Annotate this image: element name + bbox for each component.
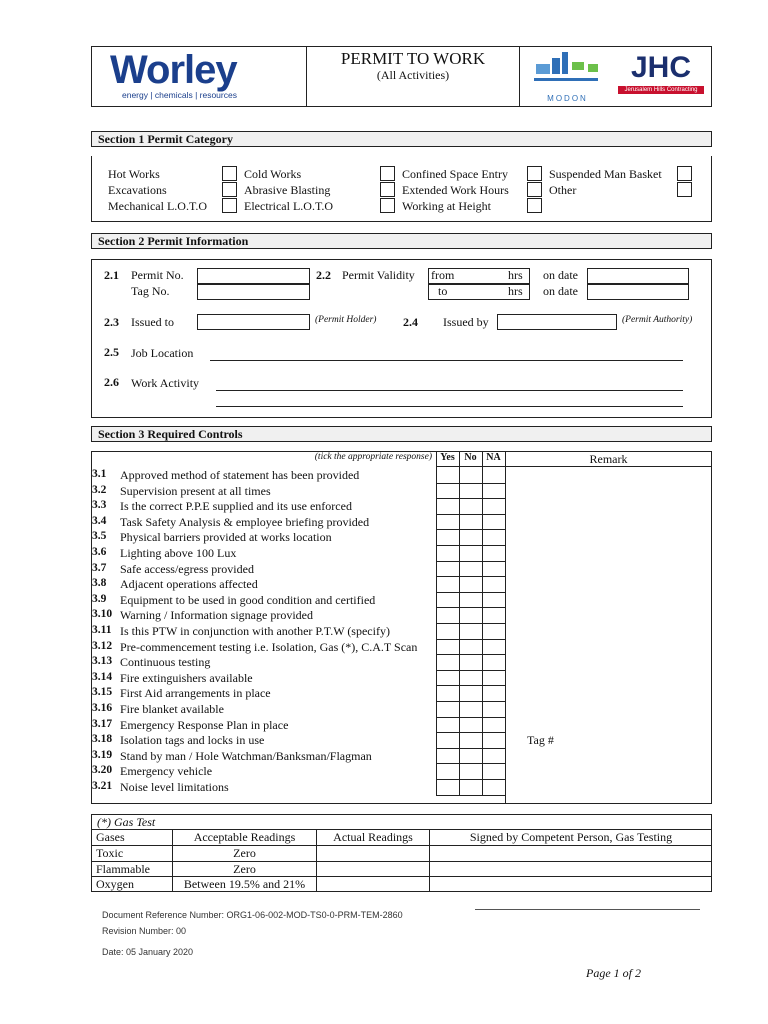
checkbox-electrical-loto[interactable] bbox=[380, 198, 395, 213]
modon-logo-text: MODON bbox=[547, 94, 588, 103]
category-working-at-height: Working at Height bbox=[402, 199, 492, 213]
control-tick-no[interactable] bbox=[460, 483, 482, 498]
category-confined-space: Confined Space Entry bbox=[402, 167, 508, 181]
gas-row-toxic-reading: Zero bbox=[233, 846, 256, 860]
section1-col3 bbox=[402, 166, 509, 214]
control-tick-no[interactable] bbox=[460, 624, 482, 639]
control-tick-no[interactable] bbox=[460, 499, 482, 514]
checkbox-hot-works[interactable] bbox=[222, 166, 237, 181]
control-label: Adjacent operations affected bbox=[120, 577, 258, 592]
control-number: 3.7 bbox=[92, 561, 107, 574]
control-tick-na[interactable] bbox=[483, 670, 505, 685]
work-activity-label: Work Activity bbox=[131, 376, 200, 390]
on-date-label-1: on date bbox=[543, 268, 578, 282]
modon-logo-icon bbox=[530, 50, 605, 90]
control-tick-no[interactable] bbox=[460, 686, 482, 701]
issued-to-label: Issued to bbox=[131, 315, 174, 329]
control-tick-yes[interactable] bbox=[437, 670, 459, 685]
section1-title: Section 1 Permit Category bbox=[91, 131, 712, 147]
control-tick-na[interactable] bbox=[483, 561, 505, 576]
control-label: Is the correct P.P.E supplied and its use enforced bbox=[120, 499, 352, 514]
jhc-logo-tagline: Jerusalem Hills Contracting bbox=[618, 86, 704, 94]
checkbox-excavations[interactable] bbox=[222, 182, 237, 197]
gas-header-actual: Actual Readings bbox=[333, 830, 413, 844]
control-tick-no[interactable] bbox=[460, 608, 482, 623]
column-yes: Yes bbox=[440, 452, 455, 463]
footer-revision: Revision Number: 00 bbox=[102, 926, 187, 936]
on-date-field-1[interactable] bbox=[587, 268, 689, 284]
control-tick-no[interactable] bbox=[460, 468, 482, 483]
checkbox-other[interactable] bbox=[677, 182, 692, 197]
control-tick-na[interactable] bbox=[483, 764, 505, 779]
control-tick-yes[interactable] bbox=[437, 514, 459, 529]
column-na: NA bbox=[486, 452, 501, 463]
control-label: Task Safety Analysis & employee briefing provided bbox=[120, 514, 370, 529]
control-tick-no[interactable] bbox=[460, 561, 482, 576]
gas-header-signed: Signed by Competent Person, Gas Testing bbox=[469, 830, 673, 844]
control-tick-no[interactable] bbox=[460, 655, 482, 670]
permit-holder-note: (Permit Holder) bbox=[315, 315, 377, 325]
gas-row-oxygen: Oxygen bbox=[96, 877, 134, 891]
control-label: Noise level limitations bbox=[120, 780, 229, 794]
issued-by-field[interactable] bbox=[497, 314, 617, 330]
control-label: Safe access/egress provided bbox=[120, 561, 254, 576]
control-tick-yes[interactable] bbox=[437, 686, 459, 701]
control-number: 3.20 bbox=[92, 764, 113, 777]
control-tick-na[interactable] bbox=[483, 748, 505, 763]
control-number: 3.17 bbox=[92, 717, 113, 730]
control-label: Approved method of statement has been provided bbox=[120, 468, 360, 482]
control-tick-yes[interactable] bbox=[437, 748, 459, 763]
control-label: Supervision present at all times bbox=[120, 483, 271, 498]
section1-col1 bbox=[108, 166, 207, 214]
gas-row-oxygen-reading: Between 19.5% and 21% bbox=[183, 877, 306, 891]
control-tick-yes[interactable] bbox=[437, 717, 459, 732]
control-tick-no[interactable] bbox=[460, 577, 482, 592]
control-tick-yes[interactable] bbox=[437, 546, 459, 561]
control-number: 3.6 bbox=[92, 546, 107, 558]
section2-num-2-4: 2.4 bbox=[403, 315, 418, 329]
section2-title: Section 2 Permit Information bbox=[91, 233, 712, 249]
on-date-field-2[interactable] bbox=[587, 284, 689, 300]
control-tick-no[interactable] bbox=[460, 546, 482, 561]
footer-rule bbox=[475, 909, 700, 910]
category-extended-hours: Extended Work Hours bbox=[402, 183, 509, 197]
grid-row-line bbox=[436, 795, 506, 796]
control-tick-na[interactable] bbox=[483, 624, 505, 639]
gas-test-title: (*) Gas Test bbox=[97, 815, 156, 829]
checkbox-abrasive-blasting[interactable] bbox=[380, 182, 395, 197]
category-cold-works: Cold Works bbox=[244, 167, 302, 181]
category-excavations: Excavations bbox=[108, 183, 167, 197]
work-activity-line-2[interactable] bbox=[216, 406, 683, 407]
control-label: Isolation tags and locks in use bbox=[120, 733, 265, 748]
validity-from-label: from bbox=[431, 268, 455, 282]
control-label: Continuous testing bbox=[120, 655, 211, 670]
control-tick-yes[interactable] bbox=[437, 577, 459, 592]
control-tick-na[interactable] bbox=[483, 577, 505, 592]
control-tick-yes[interactable] bbox=[437, 764, 459, 779]
control-number: 3.11 bbox=[92, 624, 112, 636]
validity-hrs-2: hrs bbox=[508, 284, 523, 298]
checkbox-mechanical-loto[interactable] bbox=[222, 198, 237, 213]
category-suspended-basket: Suspended Man Basket bbox=[549, 167, 662, 181]
control-label: Emergency Response Plan in place bbox=[120, 717, 289, 732]
section1-col4 bbox=[549, 166, 662, 198]
column-remark: Remark bbox=[589, 452, 628, 466]
control-label: Is this PTW in conjunction with another P.T.W (specify) bbox=[120, 624, 390, 638]
control-number: 3.19 bbox=[92, 748, 113, 761]
control-tick-na[interactable] bbox=[483, 530, 505, 545]
control-label: Fire blanket available bbox=[120, 702, 224, 716]
control-tick-na[interactable] bbox=[483, 546, 505, 561]
section1-col2 bbox=[244, 166, 333, 214]
control-tick-no[interactable] bbox=[460, 717, 482, 732]
section2-num-2-3: 2.3 bbox=[104, 315, 119, 329]
control-tick-na[interactable] bbox=[483, 686, 505, 701]
control-tick-na[interactable] bbox=[483, 733, 505, 748]
control-number: 3.4 bbox=[92, 514, 107, 527]
permit-authority-note: (Permit Authority) bbox=[622, 315, 693, 325]
footer-doc-ref: Document Reference Number: ORG1-06-002-MOD-TS0-0-PRM-TEM-2860 bbox=[102, 910, 403, 920]
jhc-logo bbox=[618, 52, 704, 100]
tag-number-label: Tag # bbox=[527, 733, 554, 747]
validity-hrs-1: hrs bbox=[508, 268, 523, 282]
job-location-line[interactable] bbox=[210, 360, 683, 361]
control-number: 3.16 bbox=[92, 702, 113, 714]
job-location-label: Job Location bbox=[131, 346, 194, 360]
category-mechanical-loto: Mechanical L.O.T.O bbox=[108, 199, 208, 213]
tag-no-label: Tag No. bbox=[131, 284, 170, 298]
control-tick-na[interactable] bbox=[483, 717, 505, 732]
worley-logo-tagline: energy | chemicals | resources bbox=[122, 90, 237, 100]
control-number: 3.14 bbox=[92, 670, 113, 683]
control-tick-no[interactable] bbox=[460, 514, 482, 529]
control-tick-na[interactable] bbox=[483, 499, 505, 514]
control-tick-yes[interactable] bbox=[437, 499, 459, 514]
section3-title: Section 3 Required Controls bbox=[91, 426, 712, 442]
control-tick-na[interactable] bbox=[483, 780, 505, 795]
control-label: First Aid arrangements in place bbox=[120, 686, 271, 701]
control-tick-na[interactable] bbox=[483, 639, 505, 654]
issued-by-label: Issued by bbox=[443, 315, 489, 329]
control-label: Pre-commencement testing i.e. Isolation, Gas (*), C.A.T Scan bbox=[120, 639, 418, 654]
control-tick-yes[interactable] bbox=[437, 655, 459, 670]
control-label: Emergency vehicle bbox=[120, 764, 213, 779]
gas-row-flammable-reading: Zero bbox=[233, 862, 256, 876]
control-number: 3.8 bbox=[92, 577, 107, 590]
control-tick-yes[interactable] bbox=[437, 592, 459, 607]
worley-logo-name: Worley bbox=[110, 48, 237, 92]
column-no: No bbox=[464, 452, 477, 463]
page-subtitle: (All Activities) bbox=[376, 68, 450, 82]
category-abrasive-blasting: Abrasive Blasting bbox=[244, 183, 331, 197]
header-divider-right bbox=[519, 46, 520, 107]
issued-to-field[interactable] bbox=[197, 314, 310, 330]
grid-vline-4 bbox=[505, 451, 506, 804]
control-tick-na[interactable] bbox=[483, 468, 505, 483]
section2-num-2-2: 2.2 bbox=[316, 268, 331, 282]
work-activity-line-1[interactable] bbox=[216, 390, 683, 391]
control-number: 3.12 bbox=[92, 639, 113, 652]
page-number: Page 1 of 2 bbox=[586, 966, 641, 980]
jhc-logo-text: JHC bbox=[630, 51, 691, 84]
control-tick-no[interactable] bbox=[460, 639, 482, 654]
control-tick-yes[interactable] bbox=[437, 702, 459, 717]
control-number: 3.3 bbox=[92, 499, 107, 512]
control-label: Warning / Information signage provided bbox=[120, 608, 313, 623]
control-tick-no[interactable] bbox=[460, 670, 482, 685]
tick-instruction: (tick the appropriate response) bbox=[314, 452, 432, 462]
control-tick-yes[interactable] bbox=[437, 608, 459, 623]
tag-no-field[interactable] bbox=[197, 284, 310, 300]
worley-logo bbox=[110, 50, 295, 102]
control-number: 3.15 bbox=[92, 686, 113, 699]
control-label: Fire extinguishers available bbox=[120, 670, 253, 685]
control-label: Lighting above 100 Lux bbox=[120, 546, 237, 560]
control-tick-no[interactable] bbox=[460, 748, 482, 763]
permit-no-field[interactable] bbox=[197, 268, 310, 284]
permit-no-label: Permit No. bbox=[131, 268, 184, 282]
control-tick-yes[interactable] bbox=[437, 468, 459, 483]
control-tick-no[interactable] bbox=[460, 702, 482, 717]
checkbox-cold-works[interactable] bbox=[380, 166, 395, 181]
control-number: 3.1 bbox=[92, 468, 107, 480]
control-tick-yes[interactable] bbox=[437, 624, 459, 639]
category-electrical-loto: Electrical L.O.T.O bbox=[244, 199, 334, 213]
control-label: Physical barriers provided at works location bbox=[120, 530, 332, 545]
control-number: 3.18 bbox=[92, 733, 113, 746]
control-tick-na[interactable] bbox=[483, 592, 505, 607]
permit-validity-label: Permit Validity bbox=[342, 268, 415, 282]
control-number: 3.21 bbox=[92, 780, 113, 792]
control-tick-yes[interactable] bbox=[437, 561, 459, 576]
control-tick-na[interactable] bbox=[483, 702, 505, 717]
category-other: Other bbox=[549, 183, 577, 197]
control-number: 3.10 bbox=[92, 608, 113, 621]
control-tick-yes[interactable] bbox=[437, 639, 459, 654]
control-number: 3.2 bbox=[92, 483, 107, 496]
checkbox-suspended-basket[interactable] bbox=[677, 166, 692, 181]
control-tick-no[interactable] bbox=[460, 592, 482, 607]
control-tick-na[interactable] bbox=[483, 514, 505, 529]
gas-header-acceptable: Acceptable Readings bbox=[193, 830, 296, 844]
control-tick-no[interactable] bbox=[460, 780, 482, 795]
checkbox-working-at-height[interactable] bbox=[527, 198, 542, 213]
control-tick-na[interactable] bbox=[483, 608, 505, 623]
validity-to-label: to bbox=[438, 284, 448, 298]
control-tick-yes[interactable] bbox=[437, 780, 459, 795]
control-number: 3.9 bbox=[92, 592, 107, 605]
footer-date: Date: 05 January 2020 bbox=[102, 947, 194, 957]
section2-num-2-5: 2.5 bbox=[104, 345, 119, 359]
control-label: Equipment to be used in good condition and certified bbox=[120, 592, 376, 607]
control-label: Stand by man / Hole Watchman/Banksman/Flagman bbox=[120, 748, 372, 763]
on-date-label-2: on date bbox=[543, 284, 578, 298]
control-tick-no[interactable] bbox=[460, 764, 482, 779]
checkbox-extended-hours[interactable] bbox=[527, 182, 542, 197]
section2-num-2-6: 2.6 bbox=[104, 375, 119, 389]
control-tick-na[interactable] bbox=[483, 483, 505, 498]
modon-logo bbox=[530, 50, 605, 102]
gas-row-toxic: Toxic bbox=[96, 846, 124, 860]
control-tick-yes[interactable] bbox=[437, 483, 459, 498]
page-title: PERMIT TO WORK bbox=[340, 49, 486, 68]
category-hot-works: Hot Works bbox=[108, 167, 160, 181]
gas-row-flammable: Flammable bbox=[96, 862, 150, 876]
control-number: 3.13 bbox=[92, 655, 113, 668]
control-tick-no[interactable] bbox=[460, 530, 482, 545]
control-tick-no[interactable] bbox=[460, 733, 482, 748]
checkbox-confined-space[interactable] bbox=[527, 166, 542, 181]
section2-num-2-1: 2.1 bbox=[104, 268, 119, 282]
control-tick-yes[interactable] bbox=[437, 733, 459, 748]
control-number: 3.5 bbox=[92, 530, 107, 543]
control-tick-yes[interactable] bbox=[437, 530, 459, 545]
control-tick-na[interactable] bbox=[483, 655, 505, 670]
gas-header-gases: Gases bbox=[96, 830, 125, 844]
